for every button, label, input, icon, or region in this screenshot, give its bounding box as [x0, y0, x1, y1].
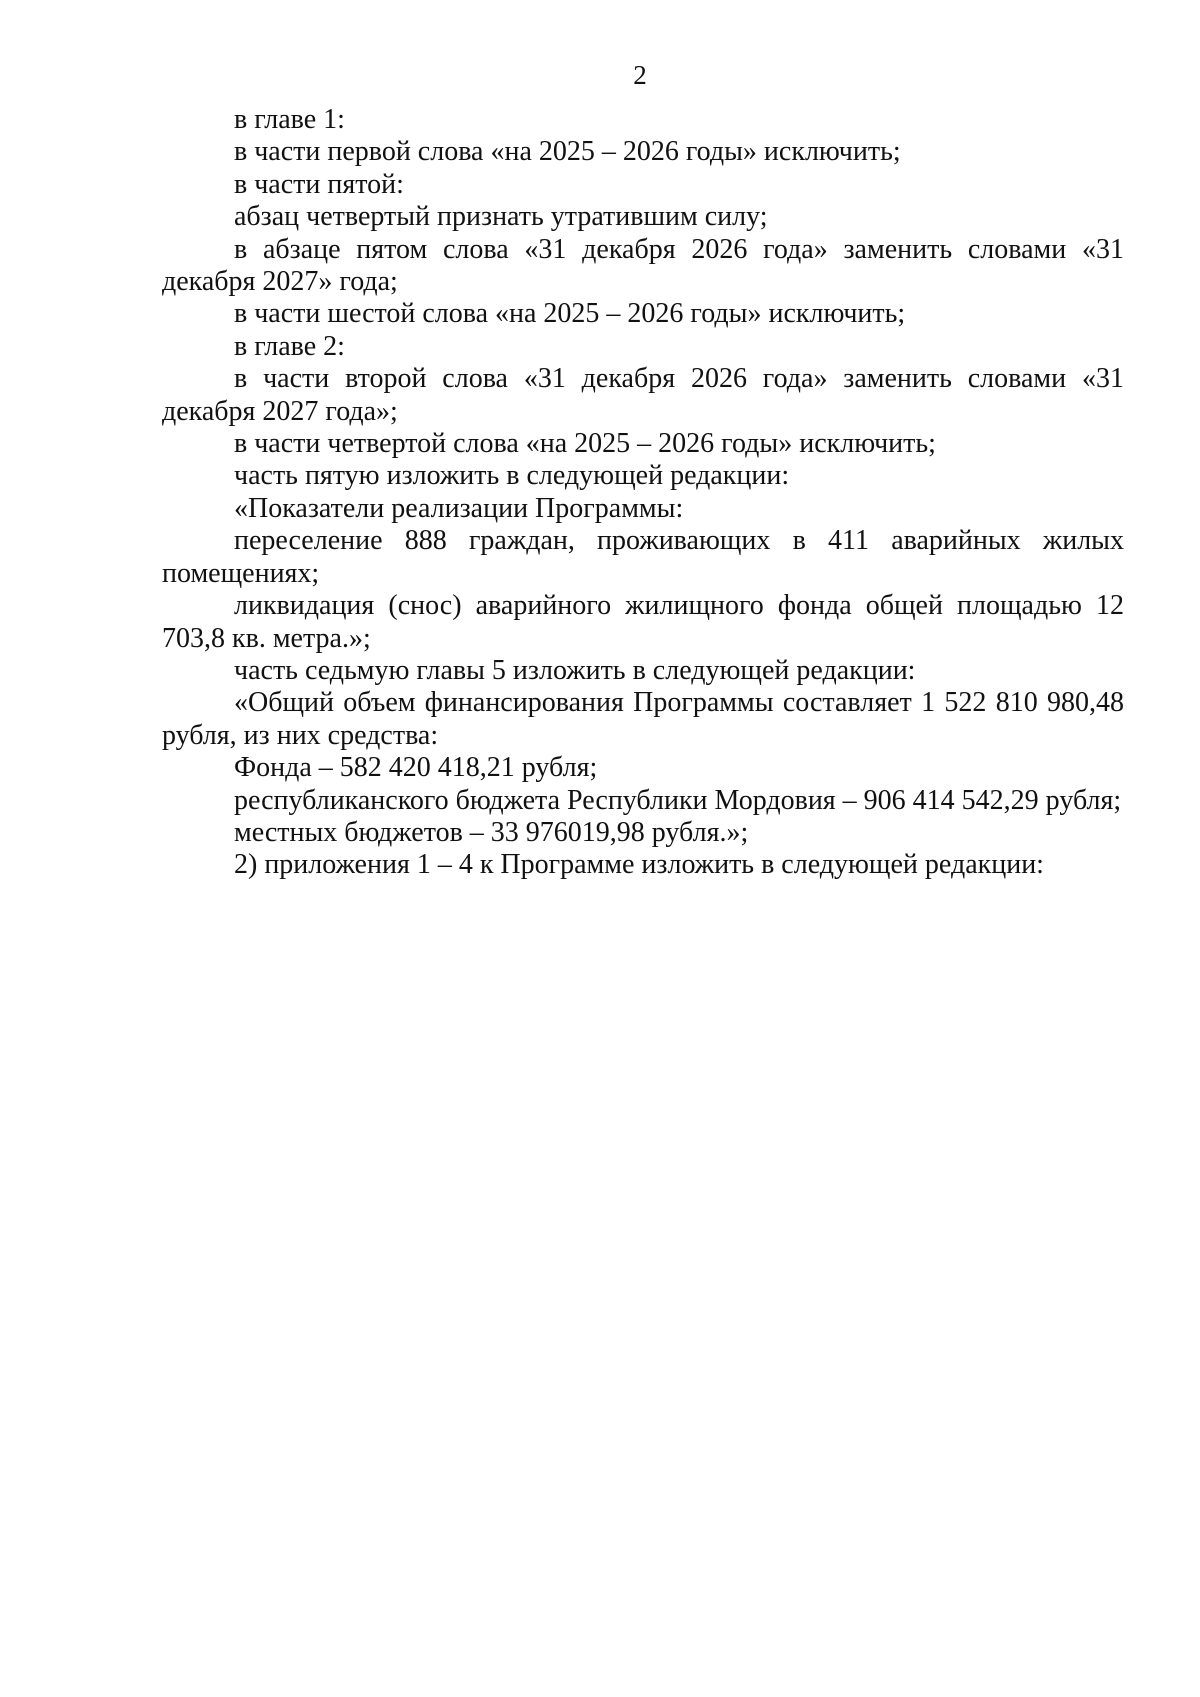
paragraph-abzac-5: в абзаце пятом слова «31 декабря 2026 года» заменить словами «31 декабря 2027» года; — [162, 233, 1124, 298]
paragraph-chapter-2: в главе 2: — [234, 330, 345, 362]
document-body — [162, 104, 1124, 882]
paragraph-chapter-1: в главе 1: — [234, 104, 345, 135]
paragraph-republic-budget: республиканского бюджета Республики Мордовия – 906 414 542,29 рубля; — [234, 784, 1122, 816]
paragraph-indicators: «Показатели реализации Программы: — [234, 492, 684, 524]
paragraph-local-budgets: местных бюджетов – 33 976019,98 рубля.»; — [234, 816, 749, 848]
paragraph-part-5-new: часть пятую изложить в следующей редакции: — [234, 460, 790, 492]
paragraph-part-5: в части пятой: — [234, 168, 404, 200]
page-number: 2 — [633, 60, 647, 90]
paragraph-appendices: 2) приложения 1 – 4 к Программе изложить в следующей редакции: — [234, 849, 1044, 881]
paragraph-demolition: ликвидация (снос) аварийного жилищного фонда общей площадью 12 703,8 кв. метра.»; — [162, 590, 1124, 654]
paragraph-part-2: в части второй слова «31 декабря 2026 года» заменить словами «31 декабря 2027 года»; — [162, 363, 1124, 427]
paragraph-part-6: в части шестой слова «на 2025 – 2026 годы» исключить; — [234, 298, 906, 330]
paragraph-financing: «Общий объем финансирования Программы составляет 1 522 810 980,48 рубля, из них средства: — [162, 687, 1124, 751]
paragraph-part-7: часть седьмую главы 5 изложить в следующей редакции: — [234, 654, 916, 686]
paragraph-abzac-4: абзац четвертый признать утратившим силу; — [234, 201, 768, 233]
paragraph-part-4: в части четвертой слова «на 2025 – 2026 годы» исключить; — [234, 428, 936, 460]
paragraph-fund: Фонда – 582 420 418,21 рубля; — [234, 752, 598, 784]
paragraph-part-1: в части первой слова «на 2025 – 2026 годы» исключить; — [234, 136, 901, 168]
paragraph-resettlement: переселение 888 граждан, проживающих в 411 аварийных жилых помещениях; — [162, 525, 1124, 589]
